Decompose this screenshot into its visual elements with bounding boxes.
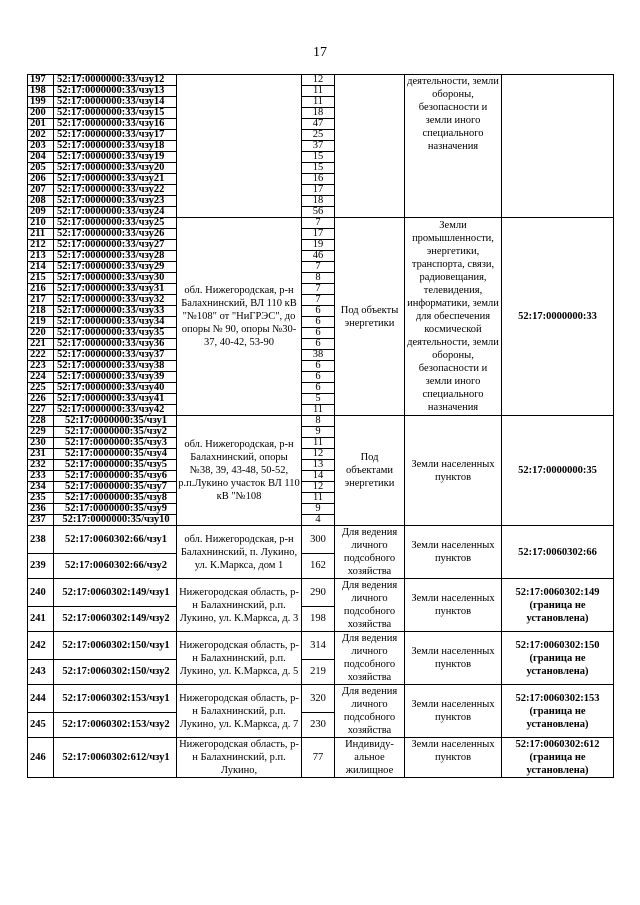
cadastral-number: 52:17:0000000:33/чзу22 xyxy=(54,185,177,196)
row-number: 218 xyxy=(28,306,54,317)
use-cell: Для ведения личного подсобного хозяйства xyxy=(335,632,405,685)
area-cell: 18 xyxy=(302,196,335,207)
area-cell: 6 xyxy=(302,372,335,383)
category-cell: Земли населенных пунктов xyxy=(405,738,502,778)
row-number: 208 xyxy=(28,196,54,207)
cadastral-number: 52:17:0000000:33/чзу24 xyxy=(54,207,177,218)
row-number: 199 xyxy=(28,97,54,108)
parent-cadastral-number: 52:17:0060302:66 xyxy=(518,546,597,558)
row-number: 236 xyxy=(28,504,54,515)
area-cell: 16 xyxy=(302,174,335,185)
area-cell: 17 xyxy=(302,229,335,240)
category-cell: Земли населенных пунктов xyxy=(405,685,502,738)
use-cell: Под объектами энергетики xyxy=(335,416,405,526)
cadastral-number: 52:17:0000000:33/чзу20 xyxy=(54,163,177,174)
area-cell: 25 xyxy=(302,130,335,141)
table-row xyxy=(28,685,614,713)
cadastral-number: 52:17:0000000:33/чзу41 xyxy=(54,394,177,405)
row-number: 224 xyxy=(28,372,54,383)
cadastral-number: 52:17:0000000:33/чзу21 xyxy=(54,174,177,185)
row-number: 209 xyxy=(28,207,54,218)
row-number: 214 xyxy=(28,262,54,273)
area-cell: 12 xyxy=(302,75,335,86)
row-number: 206 xyxy=(28,174,54,185)
parent-cadastral-number: 52:17:0060302:153 xyxy=(515,692,600,704)
cadastral-number: 52:17:0000000:33/чзу34 xyxy=(54,317,177,328)
row-number: 211 xyxy=(28,229,54,240)
cadastral-number: 52:17:0000000:33/чзу12 xyxy=(54,75,177,86)
row-number: 220 xyxy=(28,328,54,339)
cadastral-number: 52:17:0060302:149/чзу1 xyxy=(54,579,177,607)
row-number: 235 xyxy=(28,493,54,504)
location-cell: Нижегородская область, р-н Балахнинский, р.п. Лукино, ул. К.Маркса, д. 3 xyxy=(177,579,302,632)
area-cell: 230 xyxy=(302,713,335,738)
area-cell: 6 xyxy=(302,383,335,394)
land-plots-table xyxy=(27,74,614,778)
table-row xyxy=(28,632,614,660)
cadastral-number: 52:17:0000000:33/чзу18 xyxy=(54,141,177,152)
row-number: 210 xyxy=(28,218,54,229)
parent-cell xyxy=(502,579,614,632)
parent-note: (граница не установлена) xyxy=(526,752,589,776)
parent-cell: 52:17:0000000:35 xyxy=(502,416,614,526)
area-cell: 11 xyxy=(302,97,335,108)
parent-cell xyxy=(502,526,614,579)
parent-cadastral-number: 52:17:0060302:150 xyxy=(515,639,600,651)
location-cell: Нижегородская область, р-н Балахнинский, р.п. Лукино, xyxy=(177,738,302,778)
row-number: 217 xyxy=(28,295,54,306)
category-cell: Земли населенных пунктов xyxy=(405,526,502,579)
row-number: 198 xyxy=(28,86,54,97)
row-number: 243 xyxy=(28,660,54,685)
cadastral-number: 52:17:0000000:33/чзу15 xyxy=(54,108,177,119)
cadastral-number: 52:17:0000000:33/чзу31 xyxy=(54,284,177,295)
area-cell: 6 xyxy=(302,361,335,372)
area-cell: 11 xyxy=(302,493,335,504)
area-cell: 15 xyxy=(302,152,335,163)
cadastral-number: 52:17:0000000:35/чзу5 xyxy=(54,460,177,471)
table-row xyxy=(28,75,614,86)
use-cell xyxy=(335,75,405,218)
row-number: 245 xyxy=(28,713,54,738)
parent-cell xyxy=(502,685,614,738)
area-cell: 6 xyxy=(302,339,335,350)
row-number: 246 xyxy=(28,738,54,778)
area-cell: 15 xyxy=(302,163,335,174)
use-cell: Для ведения личного подсобного хозяйства xyxy=(335,685,405,738)
cadastral-number: 52:17:0000000:33/чзу16 xyxy=(54,119,177,130)
cadastral-number: 52:17:0000000:33/чзу29 xyxy=(54,262,177,273)
row-number: 229 xyxy=(28,427,54,438)
row-number: 205 xyxy=(28,163,54,174)
row-number: 222 xyxy=(28,350,54,361)
cadastral-number: 52:17:0000000:35/чзу6 xyxy=(54,471,177,482)
category-cell: деятельности, земли обороны, безопасности и земли иного специального назначения xyxy=(405,75,502,218)
cadastral-number: 52:17:0000000:33/чзу38 xyxy=(54,361,177,372)
cadastral-number: 52:17:0000000:33/чзу35 xyxy=(54,328,177,339)
area-cell: 7 xyxy=(302,218,335,229)
row-number: 226 xyxy=(28,394,54,405)
parent-note: (граница не установлена) xyxy=(526,599,589,624)
cadastral-number: 52:17:0000000:33/чзу26 xyxy=(54,229,177,240)
cadastral-number: 52:17:0000000:35/чзу3 xyxy=(54,438,177,449)
area-cell: 7 xyxy=(302,295,335,306)
area-cell: 7 xyxy=(302,262,335,273)
area-cell: 290 xyxy=(302,579,335,607)
use-cell: Индивиду-альное жилищное xyxy=(335,738,405,778)
cadastral-number: 52:17:0000000:33/чзу28 xyxy=(54,251,177,262)
cadastral-number: 52:17:0000000:35/чзу4 xyxy=(54,449,177,460)
use-cell: Для ведения личного подсобного хозяйства xyxy=(335,526,405,579)
row-number: 231 xyxy=(28,449,54,460)
table-row xyxy=(28,526,614,554)
area-cell: 38 xyxy=(302,350,335,361)
cadastral-number: 52:17:0000000:33/чзу19 xyxy=(54,152,177,163)
row-number: 233 xyxy=(28,471,54,482)
parent-cell xyxy=(502,75,614,218)
area-cell: 314 xyxy=(302,632,335,660)
area-cell: 219 xyxy=(302,660,335,685)
location-cell: Нижегородская область, р-н Балахнинский, р.п. Лукино, ул. К.Маркса, д. 7 xyxy=(177,685,302,738)
cadastral-number: 52:17:0000000:33/чзу25 xyxy=(54,218,177,229)
area-cell: 37 xyxy=(302,141,335,152)
row-number: 237 xyxy=(28,515,54,526)
area-cell: 6 xyxy=(302,306,335,317)
row-number: 239 xyxy=(28,554,54,579)
area-cell: 4 xyxy=(302,515,335,526)
area-cell: 56 xyxy=(302,207,335,218)
area-cell: 6 xyxy=(302,328,335,339)
row-number: 204 xyxy=(28,152,54,163)
area-cell: 7 xyxy=(302,284,335,295)
cadastral-number: 52:17:0000000:35/чзу7 xyxy=(54,482,177,493)
table-row xyxy=(28,579,614,607)
area-cell: 11 xyxy=(302,405,335,416)
cadastral-number: 52:17:0060302:149/чзу2 xyxy=(54,607,177,632)
cadastral-number: 52:17:0060302:66/чзу1 xyxy=(54,526,177,554)
row-number: 227 xyxy=(28,405,54,416)
row-number: 232 xyxy=(28,460,54,471)
row-number: 241 xyxy=(28,607,54,632)
area-cell: 9 xyxy=(302,427,335,438)
row-number: 197 xyxy=(28,75,54,86)
parent-cadastral-number: 52:17:0060302:612 xyxy=(515,739,600,750)
cadastral-number: 52:17:0000000:35/чзу8 xyxy=(54,493,177,504)
row-number: 213 xyxy=(28,251,54,262)
row-number: 212 xyxy=(28,240,54,251)
area-cell: 12 xyxy=(302,449,335,460)
row-number: 201 xyxy=(28,119,54,130)
cadastral-number: 52:17:0000000:33/чзу37 xyxy=(54,350,177,361)
row-number: 234 xyxy=(28,482,54,493)
area-cell: 46 xyxy=(302,251,335,262)
area-cell: 18 xyxy=(302,108,335,119)
row-number: 202 xyxy=(28,130,54,141)
location-cell: обл. Нижегородская, р-н Балахнинский, опоры №38, 39, 43-48, 50-52, р.п.Лукино участок ВЛ 110 кВ "№108 xyxy=(177,416,302,526)
use-cell: Для ведения личного подсобного хозяйства xyxy=(335,579,405,632)
category-cell: Земли промышленности, энергетики, транспорта, связи, радиовещания, телевидения, информатики, земли для обеспечения космической деятельности, земли обороны, безопасности и земли иного специального назначения xyxy=(405,218,502,416)
parent-cell xyxy=(502,632,614,685)
area-cell: 12 xyxy=(302,482,335,493)
row-number: 216 xyxy=(28,284,54,295)
cadastral-number: 52:17:0000000:33/чзу32 xyxy=(54,295,177,306)
area-cell: 17 xyxy=(302,185,335,196)
cadastral-number: 52:17:0060302:150/чзу2 xyxy=(54,660,177,685)
cadastral-number: 52:17:0000000:33/чзу17 xyxy=(54,130,177,141)
cadastral-number: 52:17:0060302:612/чзу1 xyxy=(54,738,177,778)
category-cell: Земли населенных пунктов xyxy=(405,416,502,526)
row-number: 223 xyxy=(28,361,54,372)
row-number: 219 xyxy=(28,317,54,328)
area-cell: 5 xyxy=(302,394,335,405)
parent-cell xyxy=(502,738,614,778)
cadastral-number: 52:17:0000000:33/чзу30 xyxy=(54,273,177,284)
parent-note: (граница не установлена) xyxy=(526,705,589,730)
cadastral-number: 52:17:0000000:33/чзу36 xyxy=(54,339,177,350)
category-cell: Земли населенных пунктов xyxy=(405,579,502,632)
row-number: 242 xyxy=(28,632,54,660)
row-number: 238 xyxy=(28,526,54,554)
area-cell: 162 xyxy=(302,554,335,579)
area-cell: 8 xyxy=(302,273,335,284)
cadastral-number: 52:17:0000000:33/чзу42 xyxy=(54,405,177,416)
cadastral-number: 52:17:0000000:33/чзу40 xyxy=(54,383,177,394)
category-cell: Земли населенных пунктов xyxy=(405,632,502,685)
area-cell: 6 xyxy=(302,317,335,328)
cadastral-number: 52:17:0000000:33/чзу27 xyxy=(54,240,177,251)
location-cell: обл. Нижегородская, р-н Балахнинский, ВЛ 110 кВ "№108" от "НиГРЭС", до опоры № 90, опоры №30-37, 40-42, 53-90 xyxy=(177,218,302,416)
row-number: 207 xyxy=(28,185,54,196)
cadastral-number: 52:17:0060302:66/чзу2 xyxy=(54,554,177,579)
table-row xyxy=(28,218,614,229)
cadastral-number: 52:17:0000000:35/чзу9 xyxy=(54,504,177,515)
location-cell xyxy=(177,75,302,218)
area-cell: 300 xyxy=(302,526,335,554)
area-cell: 77 xyxy=(302,738,335,778)
cadastral-number: 52:17:0000000:33/чзу33 xyxy=(54,306,177,317)
row-number: 203 xyxy=(28,141,54,152)
area-cell: 9 xyxy=(302,504,335,515)
cadastral-number: 52:17:0060302:150/чзу1 xyxy=(54,632,177,660)
area-cell: 198 xyxy=(302,607,335,632)
use-cell: Под объекты энергетики xyxy=(335,218,405,416)
cadastral-number: 52:17:0000000:35/чзу10 xyxy=(54,515,177,526)
cadastral-number: 52:17:0060302:153/чзу1 xyxy=(54,685,177,713)
parent-note: (граница не установлена) xyxy=(526,652,589,677)
area-cell: 13 xyxy=(302,460,335,471)
row-number: 240 xyxy=(28,579,54,607)
area-cell: 11 xyxy=(302,86,335,97)
cadastral-number: 52:17:0000000:33/чзу23 xyxy=(54,196,177,207)
area-cell: 14 xyxy=(302,471,335,482)
cadastral-number: 52:17:0000000:35/чзу2 xyxy=(54,427,177,438)
parent-cadastral-number: 52:17:0060302:149 xyxy=(515,586,600,598)
row-number: 215 xyxy=(28,273,54,284)
cadastral-number: 52:17:0060302:153/чзу2 xyxy=(54,713,177,738)
area-cell: 11 xyxy=(302,438,335,449)
page-number: 17 xyxy=(313,45,327,60)
location-cell: обл. Нижегородская, р-н Балахнинский, п. Лукино, ул. К.Маркса, дом 1 xyxy=(177,526,302,579)
row-number: 244 xyxy=(28,685,54,713)
location-cell: Нижегородская область, р-н Балахнинский, р.п. Лукино, ул. К.Маркса, д. 5 xyxy=(177,632,302,685)
row-number: 230 xyxy=(28,438,54,449)
area-cell: 8 xyxy=(302,416,335,427)
area-cell: 320 xyxy=(302,685,335,713)
row-number: 221 xyxy=(28,339,54,350)
row-number: 225 xyxy=(28,383,54,394)
area-cell: 19 xyxy=(302,240,335,251)
cadastral-number: 52:17:0000000:35/чзу1 xyxy=(54,416,177,427)
table-row xyxy=(28,416,614,427)
area-cell: 47 xyxy=(302,119,335,130)
parent-cell: 52:17:0000000:33 xyxy=(502,218,614,416)
cadastral-number: 52:17:0000000:33/чзу39 xyxy=(54,372,177,383)
cadastral-number: 52:17:0000000:33/чзу13 xyxy=(54,86,177,97)
table-row xyxy=(28,738,614,778)
row-number: 228 xyxy=(28,416,54,427)
row-number: 200 xyxy=(28,108,54,119)
cadastral-number: 52:17:0000000:33/чзу14 xyxy=(54,97,177,108)
